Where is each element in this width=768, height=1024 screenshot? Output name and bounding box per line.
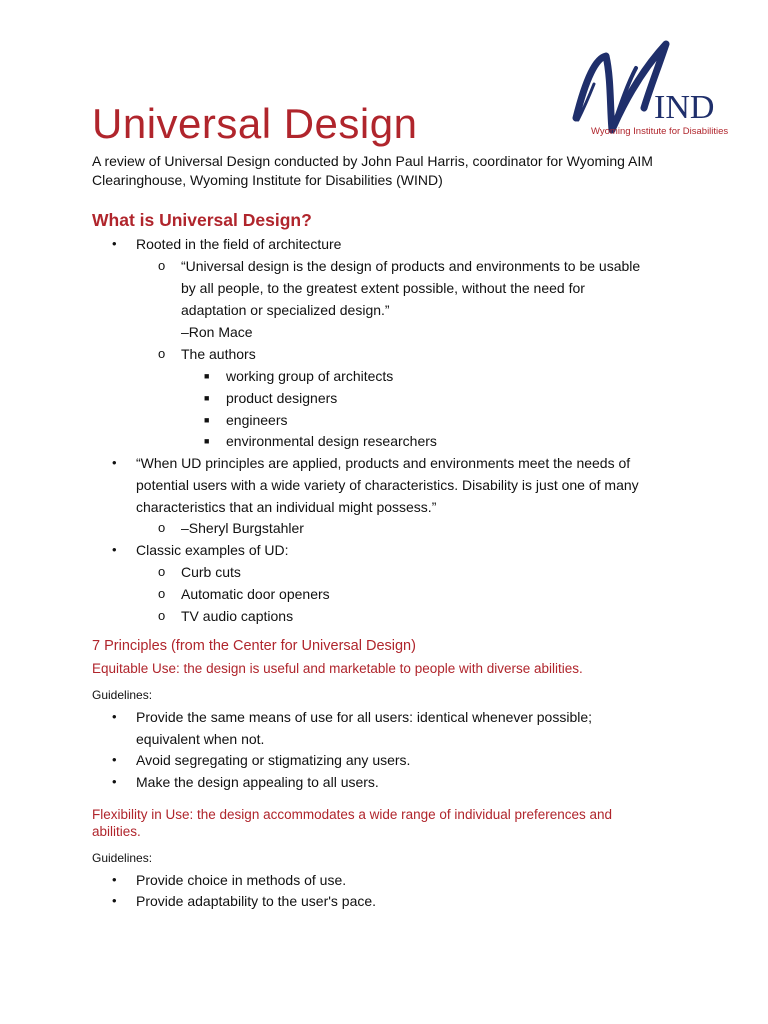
list-item: TV audio captions xyxy=(181,608,294,624)
logo-wordmark: IND xyxy=(654,89,715,126)
circle-bullet-icon: o xyxy=(158,346,166,361)
list-item: environmental design researchers xyxy=(226,433,437,449)
principle-flexibility-line-2: abilities. xyxy=(92,824,141,839)
principle-flexibility-line-1: Flexibility in Use: the design accommodates a wide range of individual preferences and xyxy=(92,807,613,822)
list-item: Avoid segregating or stigmatizing any users. xyxy=(136,752,411,768)
square-bullet-icon: ■ xyxy=(204,371,210,381)
circle-bullet-icon: o xyxy=(158,564,166,579)
quote-line: potential users with a wide variety of characteristics. Disability is just one of many xyxy=(136,477,639,493)
quote-line: by all people, to the greatest extent possible, without the need for xyxy=(181,280,585,296)
list-item: equivalent when not. xyxy=(136,731,265,747)
square-bullet-icon: ■ xyxy=(204,436,210,446)
list-item: Provide choice in methods of use. xyxy=(136,872,347,888)
quote-line: adaptation or specialized design.” xyxy=(181,302,390,318)
list-item: product designers xyxy=(226,390,338,406)
bullet-icon: • xyxy=(112,542,117,557)
bullet-icon: • xyxy=(112,872,117,887)
page-title: Universal Design xyxy=(92,100,418,147)
circle-bullet-icon: o xyxy=(158,258,166,273)
list-item: Curb cuts xyxy=(181,564,241,580)
bullet-icon: • xyxy=(112,893,117,908)
principles-heading: 7 Principles (from the Center for Universal Design) xyxy=(92,638,416,654)
quote-attribution: –Ron Mace xyxy=(181,324,253,340)
square-bullet-icon: ■ xyxy=(204,393,210,403)
list-item: Automatic door openers xyxy=(181,586,330,602)
bullet-icon: • xyxy=(112,774,117,789)
list-item: Classic examples of UD: xyxy=(136,542,289,558)
bullet-icon: • xyxy=(112,236,117,251)
page-subtitle: A review of Universal Design conducted by John Paul Harris, coordinator for Wyoming AIM Clearinghouse, Wyoming Institute for Disabilities (WIND) xyxy=(92,153,653,188)
circle-bullet-icon: o xyxy=(158,520,166,535)
quote-attribution: –Sheryl Burgstahler xyxy=(181,520,304,536)
guidelines-label: Guidelines: xyxy=(92,851,153,865)
bullet-icon: • xyxy=(112,709,117,724)
list-item: Make the design appealing to all users. xyxy=(136,774,379,790)
logo-tagline: Wyoming Institute for Disabilities xyxy=(591,126,729,137)
principle-equitable-use: Equitable Use: the design is useful and marketable to people with diverse abilities. xyxy=(92,661,583,676)
quote-line: “When UD principles are applied, products and environments meet the needs of xyxy=(136,455,631,471)
list-item: The authors xyxy=(181,346,256,362)
section-heading: What is Universal Design? xyxy=(92,210,312,230)
quote-line: characteristics that an individual might possess.” xyxy=(136,499,437,515)
list-item: Rooted in the field of architecture xyxy=(136,236,342,252)
list-item: engineers xyxy=(226,412,288,428)
circle-bullet-icon: o xyxy=(158,586,166,601)
quote-line: “Universal design is the design of products and environments to be usable xyxy=(181,258,641,274)
circle-bullet-icon: o xyxy=(158,608,166,623)
bullet-icon: • xyxy=(112,455,117,470)
list-item: Provide adaptability to the user's pace. xyxy=(136,893,377,909)
list-item: working group of architects xyxy=(226,368,394,384)
square-bullet-icon: ■ xyxy=(204,415,210,425)
bullet-icon: • xyxy=(112,752,117,767)
guidelines-label: Guidelines: xyxy=(92,688,153,702)
list-item: Provide the same means of use for all users: identical whenever possible; xyxy=(136,709,593,725)
